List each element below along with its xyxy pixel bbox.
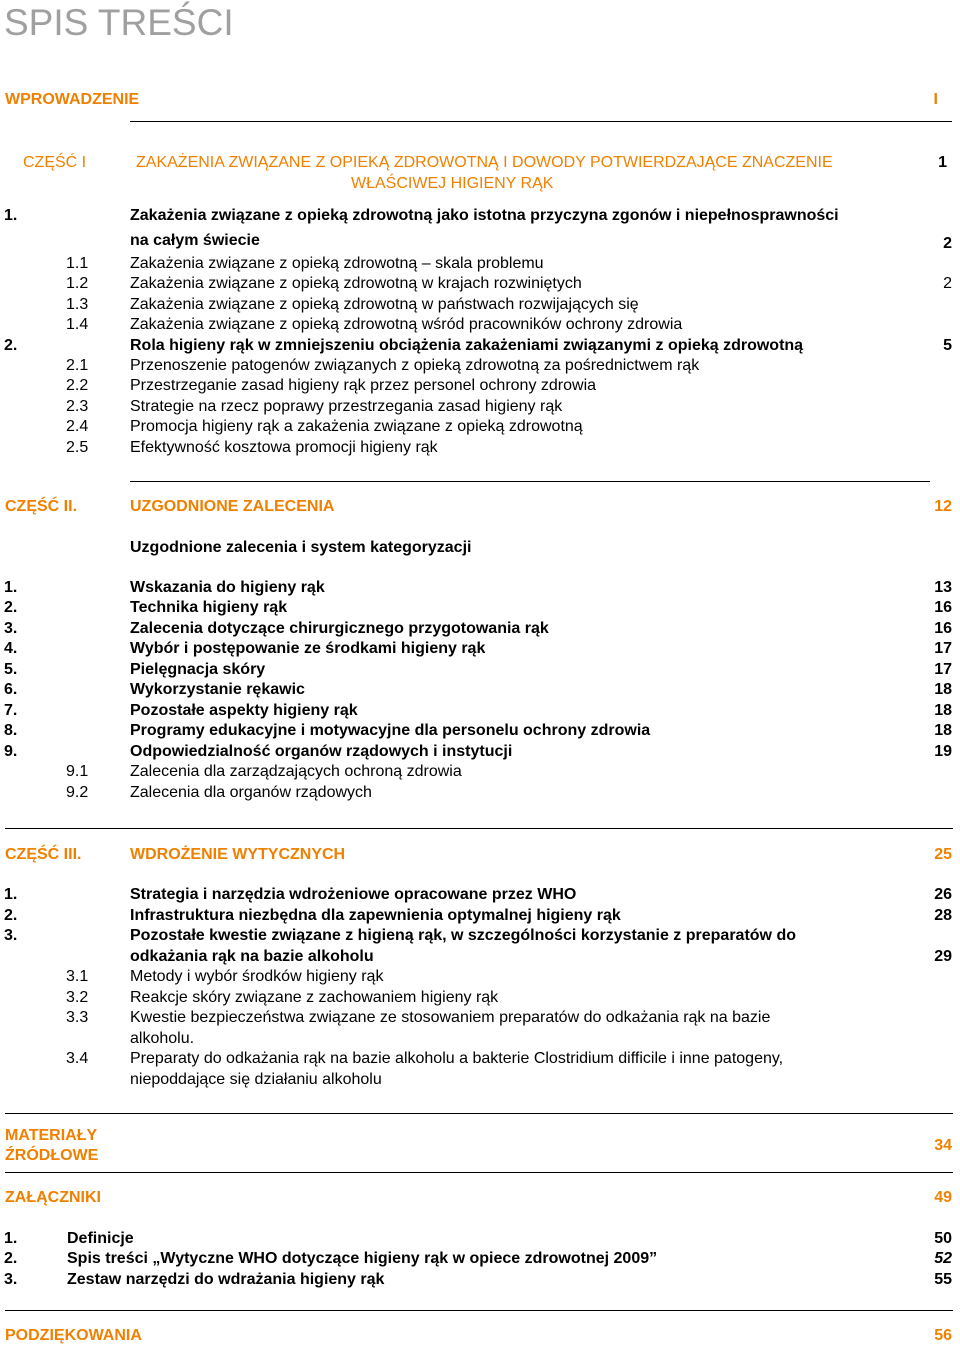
item-page: 50 (934, 1230, 952, 1247)
thanks-page: 56 (934, 1327, 952, 1344)
item-num: 7. (4, 702, 18, 719)
subsection-num: 2.2 (66, 377, 89, 394)
subsection-title-cont: niepoddające się działaniu alkoholu (130, 1071, 382, 1088)
item-num: 2. (4, 1250, 18, 1267)
subsection-title-cont: alkoholu. (130, 1030, 195, 1047)
divider (5, 1113, 953, 1114)
subsection-title: Zalecenia dla organów rządowych (130, 784, 372, 801)
divider (5, 1172, 953, 1173)
item-title: Pielęgnacja skóry (130, 661, 266, 678)
item-page: 17 (934, 640, 952, 657)
subsection-title: Zakażenia związane z opieką zdrowotną wśród pracowników ochrony zdrowia (130, 316, 683, 333)
thanks-label: PODZIĘKOWANIA (5, 1327, 142, 1344)
item-page: 18 (934, 681, 952, 698)
section-num: 3. (4, 927, 18, 944)
item-title: Definicje (67, 1230, 134, 1247)
divider (5, 1310, 953, 1311)
item-title: Wskazania do higieny rąk (130, 579, 325, 596)
item-title: Zalecenia dotyczące chirurgicznego przygotowania rąk (130, 620, 549, 637)
part2-title: UZGODNIONE ZALECENIA (130, 498, 335, 515)
part3-title: WDROŻENIE WYTYCZNYCH (130, 846, 346, 863)
subsection-num: 9.2 (66, 784, 89, 801)
item-title: Spis treści „Wytyczne WHO dotyczące higieny rąk w opiece zdrowotnej 2009” (67, 1250, 658, 1267)
part1-page: 1 (938, 154, 947, 171)
subsection-title: Zakażenia związane z opieką zdrowotną w państwach rozwijających się (130, 296, 639, 313)
item-num: 2. (4, 599, 18, 616)
section-page: 29 (934, 948, 952, 965)
subsection-title: Promocja higieny rąk a zakażenia związane z opieką zdrowotną (130, 418, 583, 435)
subsection-title: Przenoszenie patogenów związanych z opieką zdrowotną za pośrednictwem rąk (130, 357, 700, 374)
subsection-title: Kwestie bezpieczeństwa związane ze stosowaniem preparatów do odkażania rąk na bazie (130, 1009, 771, 1026)
part2-label: CZĘŚĆ II. (5, 498, 78, 515)
page-title: SPIS TREŚCI (4, 2, 234, 43)
subsection-title: Zakażenia związane z opieką zdrowotną – skala problemu (130, 255, 544, 272)
item-page: 13 (934, 579, 952, 596)
item-page: 18 (934, 702, 952, 719)
part1-title-line2: WŁAŚCIWEJ HIGIENY RĄK (351, 175, 554, 192)
item-num: 4. (4, 640, 18, 657)
part3-label: CZĘŚĆ III. (5, 846, 82, 863)
subsection-num: 2.5 (66, 439, 89, 456)
part2-page: 12 (934, 498, 952, 515)
annexes-page: 49 (934, 1189, 952, 1206)
intro-page: I (933, 91, 938, 108)
section-page: 28 (934, 907, 952, 924)
item-page: 16 (934, 620, 952, 637)
item-title: Wykorzystanie rękawic (130, 681, 305, 698)
section-page: 2 (943, 235, 952, 252)
item-title: Zestaw narzędzi do wdrażania higieny rąk (67, 1271, 385, 1288)
subsection-title: Metody i wybór środków higieny rąk (130, 968, 384, 985)
item-num: 5. (4, 661, 18, 678)
subsection-num: 2.1 (66, 357, 89, 374)
item-page: 19 (934, 743, 952, 760)
section-num: 2. (4, 907, 18, 924)
section-num: 1. (4, 207, 18, 224)
item-num: 9. (4, 743, 18, 760)
item-title: Odpowiedzialność organów rządowych i instytucji (130, 743, 513, 760)
section-title: Zakażenia związane z opieką zdrowotną jako istotna przyczyna zgonów i niepełnosprawności (130, 207, 839, 224)
divider (130, 121, 952, 122)
sources-label-line2: ŹRÓDŁOWE (5, 1147, 99, 1164)
divider (5, 828, 953, 829)
subsection-title: Efektywność kosztowa promocji higieny rąk (130, 439, 438, 456)
subsection-num: 1.2 (66, 275, 89, 292)
subsection-title: Zakażenia związane z opieką zdrowotną w krajach rozwiniętych (130, 275, 582, 292)
item-page: 52 (934, 1250, 952, 1267)
item-page: 17 (934, 661, 952, 678)
subsection-num: 9.1 (66, 763, 89, 780)
item-page: 16 (934, 599, 952, 616)
section-num: 1. (4, 886, 18, 903)
part1-label: CZĘŚĆ I (23, 154, 87, 171)
item-page: 55 (934, 1271, 952, 1288)
section-title: Pozostałe kwestie związane z higieną rąk, w szczególności korzystanie z preparatów do (130, 927, 796, 944)
subsection-title: Przestrzeganie zasad higieny rąk przez personel ochrony zdrowia (130, 377, 597, 394)
subsection-page: 2 (943, 275, 952, 292)
subsection-num: 3.1 (66, 968, 89, 985)
subsection-num: 2.4 (66, 418, 89, 435)
item-title: Technika higieny rąk (130, 599, 288, 616)
item-num: 6. (4, 681, 18, 698)
section-page: 5 (943, 337, 952, 354)
section-title-cont: odkażania rąk na bazie alkoholu (130, 948, 374, 965)
item-num: 3. (4, 620, 18, 637)
section-page: 26 (934, 886, 952, 903)
part2-subtitle: Uzgodnione zalecenia i system kategoryzacji (130, 539, 472, 556)
item-title: Pozostałe aspekty higieny rąk (130, 702, 358, 719)
item-title: Programy edukacyjne i motywacyjne dla personelu ochrony zdrowia (130, 722, 651, 739)
item-num: 3. (4, 1271, 18, 1288)
sources-label-line1: MATERIAŁY (5, 1127, 98, 1144)
section-title-cont: na całym świecie (130, 232, 260, 249)
subsection-title: Strategie na rzecz poprawy przestrzegania zasad higieny rąk (130, 398, 563, 415)
section-num: 2. (4, 337, 18, 354)
subsection-num: 1.4 (66, 316, 89, 333)
subsection-num: 1.3 (66, 296, 89, 313)
annexes-label: ZAŁĄCZNIKI (5, 1189, 101, 1206)
intro-label: WPROWADZENIE (5, 91, 140, 108)
item-title: Wybór i postępowanie ze środkami higieny rąk (130, 640, 486, 657)
subsection-num: 1.1 (66, 255, 89, 272)
subsection-num: 3.3 (66, 1009, 89, 1026)
divider (130, 481, 930, 482)
subsection-title: Reakcje skóry związane z zachowaniem higieny rąk (130, 989, 499, 1006)
subsection-num: 3.4 (66, 1050, 89, 1067)
part1-title-line1: ZAKAŻENIA ZWIĄZANE Z OPIEKĄ ZDROWOTNĄ I DOWODY POTWIERDZAJĄCE ZNACZENIE (136, 154, 833, 171)
subsection-num: 3.2 (66, 989, 89, 1006)
section-title: Strategia i narzędzia wdrożeniowe opracowane przez WHO (130, 886, 577, 903)
section-title: Infrastruktura niezbędna dla zapewnienia optymalnej higieny rąk (130, 907, 621, 924)
item-num: 1. (4, 579, 18, 596)
part3-page: 25 (934, 846, 952, 863)
item-page: 18 (934, 722, 952, 739)
subsection-num: 2.3 (66, 398, 89, 415)
subsection-title: Preparaty do odkażania rąk na bazie alkoholu a bakterie Clostridium difficile i inne patogeny, (130, 1050, 784, 1067)
section-title: Rola higieny rąk w zmniejszeniu obciążenia zakażeniami związanymi z opieką zdrowotną (130, 337, 804, 354)
subsection-title: Zalecenia dla zarządzających ochroną zdrowia (130, 763, 462, 780)
sources-page: 34 (934, 1137, 952, 1154)
item-num: 1. (4, 1230, 18, 1247)
item-num: 8. (4, 722, 18, 739)
